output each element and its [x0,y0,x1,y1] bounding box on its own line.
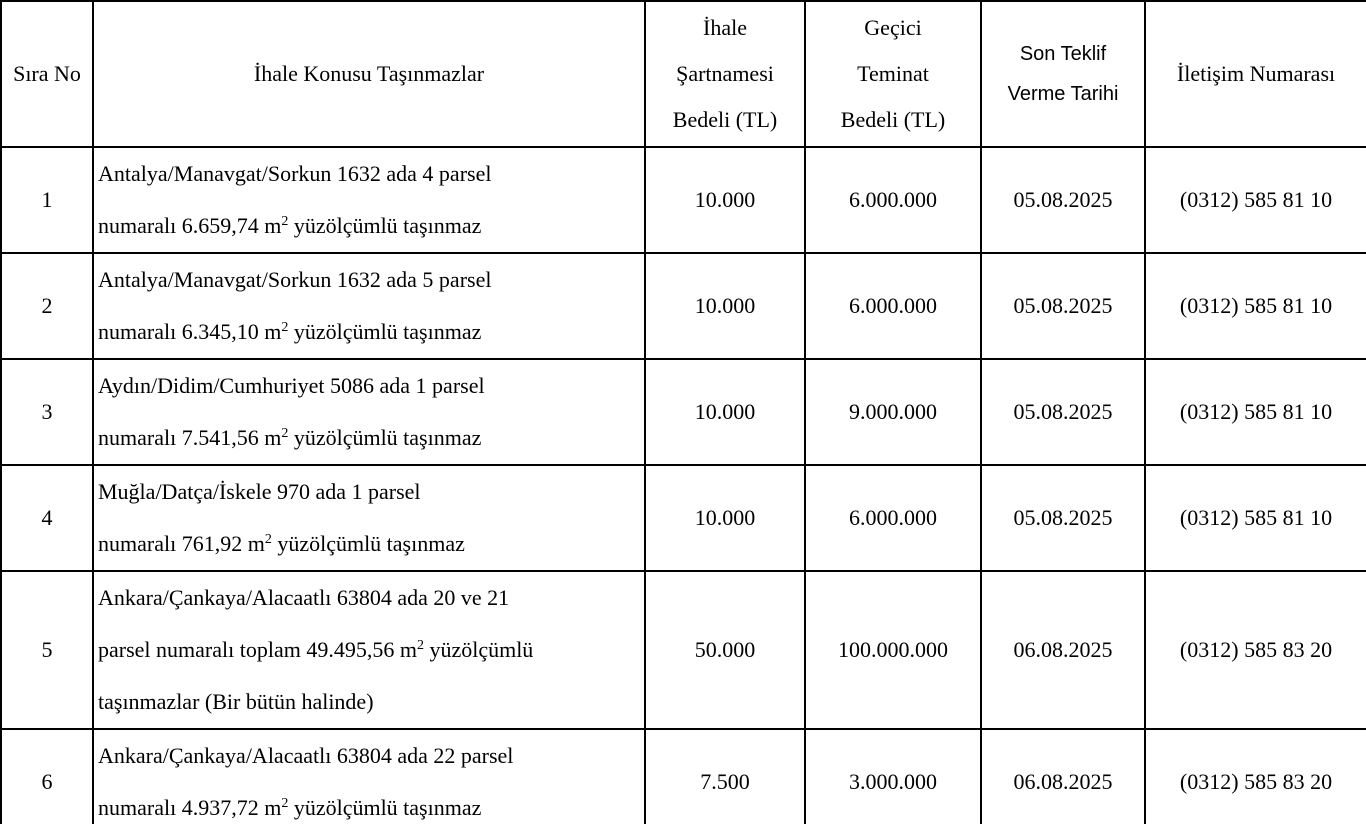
cell-phone: (0312) 585 83 20 [1145,729,1366,824]
cell-subject: Antalya/Manavgat/Sorkun 1632 ada 4 parsel numaralı 6.659,74 $m^2$ yüzölçümlü taşınmaz [93,147,645,253]
header-row [1,1,1366,147]
cell-deadline: 06.08.2025 [981,729,1145,824]
table-row [1,465,1366,571]
cell-no: 3 [1,359,93,465]
cell-fee: 50.000 [645,571,805,729]
table-row [1,729,1366,824]
header-sira-no: Sıra No [1,1,93,147]
header-contact: İletişim Numarası [1145,1,1366,147]
cell-no: 2 [1,253,93,359]
cell-no: 5 [1,571,93,729]
cell-phone: (0312) 585 81 10 [1145,465,1366,571]
table-row [1,147,1366,253]
cell-subject: Antalya/Manavgat/Sorkun 1632 ada 5 parsel numaralı 6.345,10 $m^2$ yüzölçümlü taşınmaz [93,253,645,359]
cell-deposit: 6.000.000 [805,253,981,359]
cell-fee: 10.000 [645,359,805,465]
header-deposit: Geçici Teminat Bedeli (TL) [805,1,981,147]
cell-subject: Muğla/Datça/İskele 970 ada 1 parsel numaralı 761,92 $m^2$ yüzölçümlü taşınmaz [93,465,645,571]
header-subject: İhale Konusu Taşınmazlar [93,1,645,147]
cell-deadline: 05.08.2025 [981,359,1145,465]
cell-no: 4 [1,465,93,571]
cell-deadline: 06.08.2025 [981,571,1145,729]
cell-deposit: 9.000.000 [805,359,981,465]
cell-fee: 10.000 [645,465,805,571]
cell-subject: Ankara/Çankaya/Alacaatlı 63804 ada 22 parsel numaralı 4.937,72 $m^2$ yüzölçümlü taşınmaz [93,729,645,824]
cell-no: 6 [1,729,93,824]
cell-fee: 10.000 [645,253,805,359]
cell-deposit: 6.000.000 [805,147,981,253]
header-deadline: Son Teklif Verme Tarihi [981,1,1145,147]
cell-subject: Aydın/Didim/Cumhuriyet 5086 ada 1 parsel numaralı 7.541,56 $m^2$ yüzölçümlü taşınmaz [93,359,645,465]
cell-fee: 10.000 [645,147,805,253]
cell-deadline: 05.08.2025 [981,147,1145,253]
cell-phone: (0312) 585 81 10 [1145,253,1366,359]
cell-deposit: 3.000.000 [805,729,981,824]
cell-no: 1 [1,147,93,253]
cell-deposit: 6.000.000 [805,465,981,571]
cell-deadline: 05.08.2025 [981,253,1145,359]
cell-phone: (0312) 585 81 10 [1145,359,1366,465]
header-specification-fee: İhale Şartnamesi Bedeli (TL) [645,1,805,147]
cell-subject: Ankara/Çankaya/Alacaatlı 63804 ada 20 ve 21 parsel numaralı toplam 49.495,56 $m^2$ yüzölçümlü taşınmazlar (Bir bütün halinde) [93,571,645,729]
cell-phone: (0312) 585 81 10 [1145,147,1366,253]
cell-phone: (0312) 585 83 20 [1145,571,1366,729]
table-row [1,571,1366,729]
table-row [1,359,1366,465]
cell-deposit: 100.000.000 [805,571,981,729]
cell-fee: 7.500 [645,729,805,824]
cell-deadline: 05.08.2025 [981,465,1145,571]
table-row [1,253,1366,359]
